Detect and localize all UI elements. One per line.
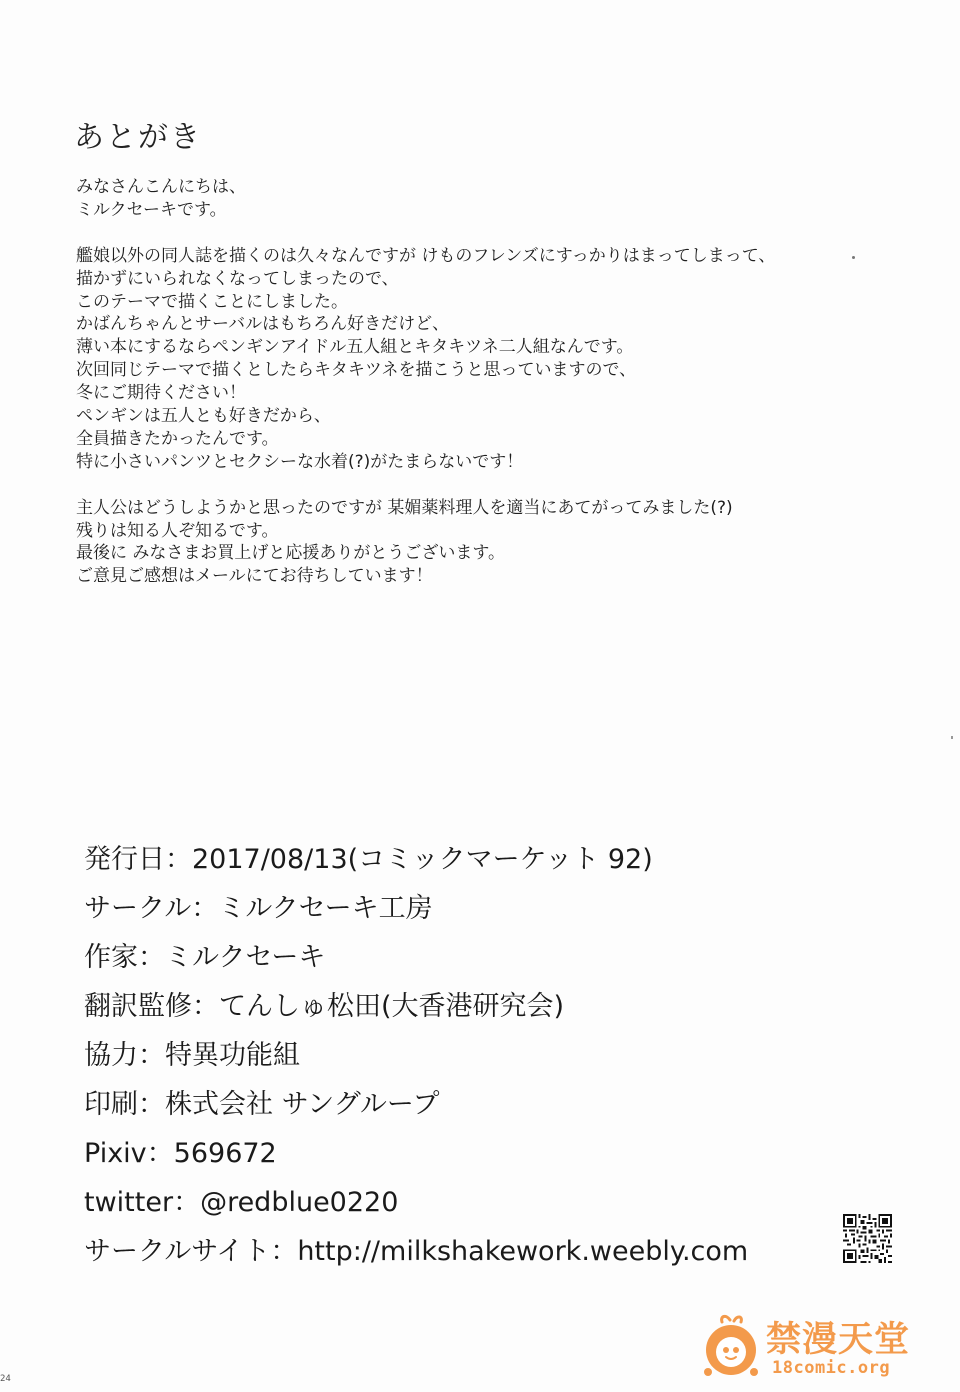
site-watermark [700,1310,950,1390]
print-speck [951,736,953,739]
print-speck [852,256,855,259]
colophon-label: twitter [84,1187,174,1218]
colophon-label: サークルサイト [84,1236,271,1267]
colophon-row-twitter [84,1181,804,1230]
colophon-row-website [84,1230,804,1279]
afterword-paragraph-1 [76,176,896,222]
colophon [84,838,804,1279]
colophon-separator: ： [138,1040,165,1071]
afterword-line: このテーマで描くことにしました。 [76,291,348,312]
colophon-row-translation [84,985,804,1034]
colophon-separator: ： [191,893,219,924]
colophon-value: @redblue0220 [200,1187,399,1218]
colophon-separator: ： [173,1187,201,1218]
afterword-line: 薄い本にするならペンギンアイドル五人組とキタキツネ二人組なんです。 [76,337,634,358]
afterword-line: かばんちゃんとサーバルはもちろん好きだけど、 [76,314,450,335]
watermark-mascot-logo [700,1314,762,1380]
colophon-value: ミルクセーキ工房 [218,893,433,924]
colophon-label: サークル [84,893,192,924]
colophon-separator: ： [146,1138,174,1169]
watermark-url: 18comic.org [772,1358,891,1378]
afterword-line: 次回同じテーマで描くとしたらキタキツネを描こうと思っていますので、 [76,360,637,381]
afterword-line: 最後に みなさまお買上げと応援ありがとうございます。 [76,543,506,564]
afterword-body [76,176,896,588]
colophon-label: 発行日 [84,844,165,875]
colophon-row-cooperation [84,1034,804,1083]
colophon-value: 2017/08/13(コミックマーケット 92) [192,844,653,875]
afterword-line: 残りは知る人ぞ知るです。 [76,520,279,541]
colophon-label: Pixiv [84,1138,147,1169]
afterword-line: みなさんこんにちは、 [76,177,246,197]
watermark-title: 禁漫天堂 [766,1320,911,1360]
colophon-label: 作家 [84,942,138,973]
colophon-row-author [84,936,804,985]
afterword-line: 全員描きたかったんです。 [76,428,279,449]
afterword-line: 艦娘以外の同人誌を描くのは久々なんですが けものフレンズにすっかりはまってしまって、 [76,245,776,266]
page-number: 24 [0,1374,11,1384]
afterword-line: 描かずにいられなくなってしまったので、 [76,268,399,289]
colophon-value: 特異功能組 [165,1040,300,1071]
colophon-row-pixiv [84,1132,804,1181]
colophon-label: 翻訳監修 [84,991,192,1022]
colophon-value: 株式会社 サングループ [165,1089,440,1120]
afterword-paragraph-2 [76,245,896,474]
afterword-line: 主人公はどうしようかと思ったのですが 某媚薬料理人を適当にあてがってみました(?) [76,497,733,518]
colophon-separator: ： [192,991,219,1022]
colophon-separator: ： [270,1236,298,1267]
afterword-heading: あとがき [74,120,202,155]
afterword-line: 特に小さいパンツとセクシーな水着(?)がたまらないです！ [76,451,524,472]
colophon-label: 協力 [84,1040,138,1071]
colophon-value: ミルクセーキ [165,942,326,973]
colophon-row-release-date [84,838,804,887]
afterword-line: 冬にご期待ください！ [76,383,246,404]
afterword-line: ご意見ご感想はメールにてお待ちしています！ [76,566,433,587]
colophon-value: http://milkshakework.weebly.com [297,1236,749,1267]
colophon-label: 印刷 [84,1089,138,1120]
afterword-line: ミルクセーキです。 [76,199,227,220]
afterword-line: ペンギンは五人とも好きだから、 [76,406,331,427]
qr-code-icon [843,1214,892,1263]
colophon-value: てんしゅ松田(大香港研究会) [219,991,565,1022]
colophon-separator: ： [165,844,192,875]
afterword-paragraph-3 [76,497,896,589]
colophon-row-circle [84,887,804,936]
colophon-separator: ： [138,942,165,973]
colophon-separator: ： [138,1089,165,1120]
colophon-value: 569672 [173,1138,277,1169]
colophon-row-printer [84,1083,804,1132]
